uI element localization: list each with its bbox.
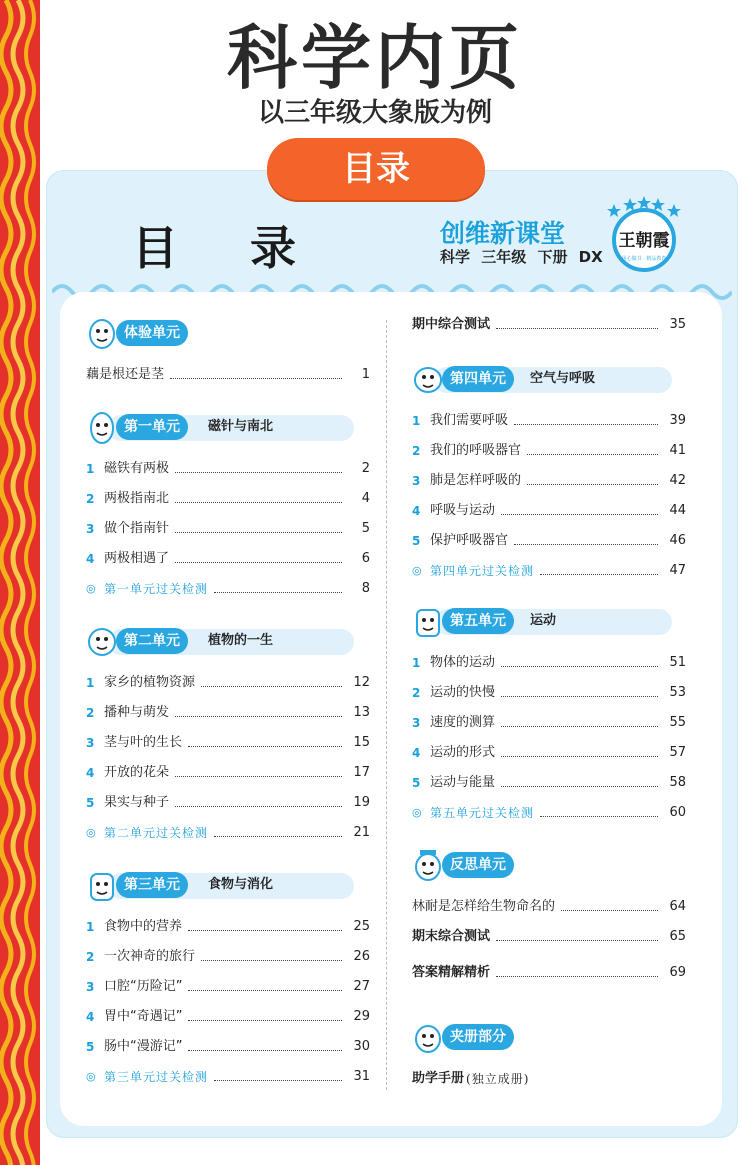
lesson-number: 1 <box>412 414 421 428</box>
mascot-icon <box>412 846 444 884</box>
lesson-number: 1 <box>86 920 95 934</box>
lesson-number: 5 <box>412 776 421 790</box>
entry-page: 39 <box>669 413 686 428</box>
toc-entry[interactable] <box>86 514 370 544</box>
toc-entry[interactable] <box>412 922 686 952</box>
lesson-number: 2 <box>86 950 95 964</box>
leader-dots <box>175 562 342 563</box>
check-icon: ◎ <box>86 582 96 595</box>
toc-entry-check[interactable] <box>86 818 370 848</box>
entry-page: 12 <box>353 675 370 690</box>
lesson-number: 4 <box>412 504 421 518</box>
unit-header-2 <box>86 626 370 656</box>
right-column <box>412 310 686 1094</box>
leader-dots <box>540 574 658 575</box>
leader-dots <box>201 960 342 961</box>
entry-page: 4 <box>361 491 370 506</box>
entry-page: 47 <box>669 563 686 578</box>
entry-title: 期中综合测试 <box>412 317 491 332</box>
lesson-number: 2 <box>86 492 95 506</box>
entry-page: 26 <box>353 949 370 964</box>
unit-tag: 反思单元 <box>442 852 514 878</box>
unit-tag: 第一单元 <box>116 414 188 440</box>
toc-entry-check[interactable] <box>412 556 686 586</box>
entry-page: 21 <box>353 825 370 840</box>
lesson-number: 4 <box>86 552 95 566</box>
unit-header-experience <box>86 318 370 348</box>
toc-entry[interactable] <box>412 406 686 436</box>
toc-entry[interactable] <box>86 360 370 390</box>
toc-entry[interactable] <box>86 544 370 574</box>
entry-title: 播种与萌发 <box>104 705 170 720</box>
entry-title: 保护呼吸器官 <box>430 533 509 548</box>
entry-page: 41 <box>669 443 686 458</box>
lesson-number: 3 <box>86 522 95 536</box>
entry-page: 6 <box>361 551 370 566</box>
toc-entry[interactable] <box>86 668 370 698</box>
leader-dots <box>527 484 658 485</box>
entry-page: 35 <box>669 317 686 332</box>
unit-header-insert <box>412 1022 686 1052</box>
toc-entry[interactable] <box>412 708 686 738</box>
unit-name: 食物与消化 <box>208 877 274 892</box>
tab-toc[interactable]: 目录 <box>267 138 485 200</box>
unit-header-reflection <box>412 850 686 880</box>
entry-page: 25 <box>353 919 370 934</box>
unit-tag: 第三单元 <box>116 872 188 898</box>
entry-title: 家乡的植物资源 <box>104 675 196 690</box>
entry-title: 口腔“历险记” <box>104 979 183 994</box>
entry-page: 55 <box>669 715 686 730</box>
toc-entry[interactable] <box>86 788 370 818</box>
toc-entry[interactable] <box>412 678 686 708</box>
entry-page: 15 <box>353 735 370 750</box>
leader-dots <box>175 776 342 777</box>
entry-title: 期末综合测试 <box>412 929 491 944</box>
entry-title: 第四单元过关检测 <box>430 564 535 578</box>
unit-name: 运动 <box>530 613 557 628</box>
entry-title: 林耐是怎样给生物命名的 <box>412 899 556 914</box>
entry-title: 我们需要呼吸 <box>430 413 509 428</box>
leader-dots <box>496 328 658 329</box>
entry-page: 1 <box>361 367 370 382</box>
toc-entry[interactable] <box>412 1064 686 1094</box>
entry-page: 2 <box>361 461 370 476</box>
entry-title: 我们的呼吸器官 <box>430 443 522 458</box>
unit-header-5 <box>412 606 686 636</box>
leader-dots <box>188 1050 342 1051</box>
lesson-number: 2 <box>86 706 95 720</box>
unit-tag: 第四单元 <box>442 366 514 392</box>
toc-entry-check[interactable] <box>86 1062 370 1092</box>
check-icon: ◎ <box>86 826 96 839</box>
toc-entry-check[interactable] <box>412 798 686 828</box>
entry-title: 食物中的营养 <box>104 919 183 934</box>
decorative-ribbon <box>0 0 40 1165</box>
entry-title: 两极相遇了 <box>104 551 170 566</box>
entry-title: 助学手册 <box>412 1071 465 1086</box>
entry-page: 69 <box>669 965 686 980</box>
toc-entry[interactable] <box>86 484 370 514</box>
entry-page: 51 <box>669 655 686 670</box>
check-icon: ◎ <box>412 806 422 819</box>
leader-dots <box>496 976 658 977</box>
leader-dots <box>188 930 342 931</box>
lesson-number: 1 <box>86 462 95 476</box>
unit-tag: 第二单元 <box>116 628 188 654</box>
mascot-icon <box>86 408 118 446</box>
lesson-number: 2 <box>412 444 421 458</box>
svg-text:用心做书 · 精品教育: 用心做书 · 精品教育 <box>621 256 667 262</box>
entry-page: 19 <box>353 795 370 810</box>
leader-dots <box>175 716 342 717</box>
page-heading: 目 录 <box>132 221 325 275</box>
leader-dots <box>170 378 342 379</box>
entry-title: 两极指南北 <box>104 491 170 506</box>
entry-page: 17 <box>353 765 370 780</box>
toc-entry[interactable] <box>412 436 686 466</box>
leader-dots <box>501 756 658 757</box>
left-column <box>86 318 370 1092</box>
entry-title: 运动与能量 <box>430 775 496 790</box>
lesson-number: 4 <box>86 1010 95 1024</box>
entry-title: 开放的花朵 <box>104 765 170 780</box>
entry-page: 13 <box>353 705 370 720</box>
leader-dots <box>214 836 342 837</box>
svg-text:王朝霞: 王朝霞 <box>618 231 670 251</box>
entry-title: 第二单元过关检测 <box>104 826 209 840</box>
entry-title: 第一单元过关检测 <box>104 582 209 596</box>
check-icon: ◎ <box>412 564 422 577</box>
lesson-number: 5 <box>412 534 421 548</box>
entry-title: 运动的快慢 <box>430 685 496 700</box>
unit-name: 空气与呼吸 <box>530 371 596 386</box>
entry-page: 57 <box>669 745 686 760</box>
toc-entry[interactable] <box>86 454 370 484</box>
column-divider <box>386 320 387 1090</box>
unit-name: 磁针与南北 <box>208 419 274 434</box>
unit-tag: 夹册部分 <box>442 1024 514 1050</box>
entry-page: 58 <box>669 775 686 790</box>
toc-entry[interactable] <box>412 310 686 340</box>
leader-dots <box>188 746 342 747</box>
entry-note: (独立成册) <box>466 1072 530 1086</box>
lesson-number: 2 <box>412 686 421 700</box>
entry-title: 答案精解精析 <box>412 965 491 980</box>
mascot-icon <box>86 314 118 352</box>
toc-entry[interactable] <box>86 1032 370 1062</box>
unit-tag: 第五单元 <box>442 608 514 634</box>
unit-name: 植物的一生 <box>208 633 274 648</box>
mascot-icon <box>412 602 444 640</box>
toc-entry[interactable] <box>86 728 370 758</box>
entry-page: 60 <box>669 805 686 820</box>
toc-entry[interactable] <box>412 892 686 922</box>
entry-title: 肠中“漫游记” <box>104 1039 183 1054</box>
entry-page: 44 <box>669 503 686 518</box>
toc-entry[interactable] <box>86 972 370 1002</box>
lesson-number: 3 <box>412 474 421 488</box>
leader-dots <box>188 1020 342 1021</box>
leader-dots <box>540 816 658 817</box>
toc-entry[interactable] <box>412 738 686 768</box>
entry-page: 30 <box>353 1039 370 1054</box>
leader-dots <box>175 472 342 473</box>
mascot-icon <box>412 360 444 398</box>
toc-entry[interactable] <box>412 466 686 496</box>
lesson-number: 4 <box>86 766 95 780</box>
toc-entry[interactable] <box>86 942 370 972</box>
entry-title: 速度的测算 <box>430 715 496 730</box>
entry-title: 胃中“奇遇记” <box>104 1009 183 1024</box>
entry-title: 做个指南针 <box>104 521 170 536</box>
lesson-number: 1 <box>412 656 421 670</box>
leader-dots <box>527 454 658 455</box>
leader-dots <box>501 726 658 727</box>
unit-tag: 体验单元 <box>116 320 188 346</box>
entry-title: 第五单元过关检测 <box>430 806 535 820</box>
unit-header-3 <box>86 870 370 900</box>
entry-title: 呼吸与运动 <box>430 503 496 518</box>
toc-entry[interactable] <box>412 768 686 798</box>
toc-entry[interactable] <box>412 648 686 678</box>
toc-entry-check[interactable] <box>86 574 370 604</box>
entry-page: 5 <box>361 521 370 536</box>
toc-entry[interactable] <box>86 698 370 728</box>
entry-title: 物体的运动 <box>430 655 496 670</box>
lesson-number: 3 <box>412 716 421 730</box>
toc-entry[interactable] <box>86 912 370 942</box>
brand-subline: 科学 三年级 下册 DX <box>440 248 603 266</box>
entry-title: 茎与叶的生长 <box>104 735 183 750</box>
leader-dots <box>496 940 658 941</box>
entry-page: 42 <box>669 473 686 488</box>
check-icon: ◎ <box>86 1070 96 1083</box>
toc-entry[interactable] <box>412 526 686 556</box>
entry-page: 8 <box>361 581 370 596</box>
entry-page: 31 <box>353 1069 370 1084</box>
toc-entry[interactable] <box>412 496 686 526</box>
entry-page: 46 <box>669 533 686 548</box>
lesson-number: 1 <box>86 676 95 690</box>
entry-page: 64 <box>669 899 686 914</box>
mascot-icon <box>86 866 118 904</box>
entry-title: 一次神奇的旅行 <box>104 949 196 964</box>
unit-header-4 <box>412 364 686 394</box>
publisher-logo <box>600 194 688 274</box>
leader-dots <box>514 424 658 425</box>
leader-dots <box>175 532 342 533</box>
entry-page: 27 <box>353 979 370 994</box>
lesson-number: 3 <box>86 736 95 750</box>
entry-page: 65 <box>669 929 686 944</box>
lesson-number: 5 <box>86 796 95 810</box>
leader-dots <box>214 1080 342 1081</box>
mascot-icon <box>412 1018 444 1056</box>
mascot-icon <box>86 622 118 660</box>
toc-entry[interactable] <box>412 958 686 988</box>
hero-title: 科学内页 <box>227 17 523 99</box>
leader-dots <box>561 910 658 911</box>
entry-title: 磁铁有两极 <box>104 461 170 476</box>
entry-title: 藕是根还是茎 <box>86 367 165 382</box>
entry-title: 肺是怎样呼吸的 <box>430 473 522 488</box>
lesson-number: 4 <box>412 746 421 760</box>
leader-dots <box>214 592 342 593</box>
leader-dots <box>501 514 658 515</box>
entry-title: 第三单元过关检测 <box>104 1070 209 1084</box>
hero-subtitle: 以三年级大象版为例 <box>257 98 492 128</box>
leader-dots <box>201 686 342 687</box>
leader-dots <box>501 666 658 667</box>
lesson-number: 5 <box>86 1040 95 1054</box>
entry-title: 运动的形式 <box>430 745 496 760</box>
lesson-number: 3 <box>86 980 95 994</box>
leader-dots <box>501 696 658 697</box>
leader-dots <box>514 544 658 545</box>
entry-page: 53 <box>669 685 686 700</box>
entry-page: 29 <box>353 1009 370 1024</box>
toc-entry[interactable] <box>86 1002 370 1032</box>
leader-dots <box>175 502 342 503</box>
toc-entry[interactable] <box>86 758 370 788</box>
brand-name: 创维新课堂 <box>440 219 566 248</box>
leader-dots <box>175 806 342 807</box>
leader-dots <box>501 786 658 787</box>
leader-dots <box>188 990 342 991</box>
entry-title: 果实与种子 <box>104 795 170 810</box>
unit-header-1 <box>86 412 370 442</box>
